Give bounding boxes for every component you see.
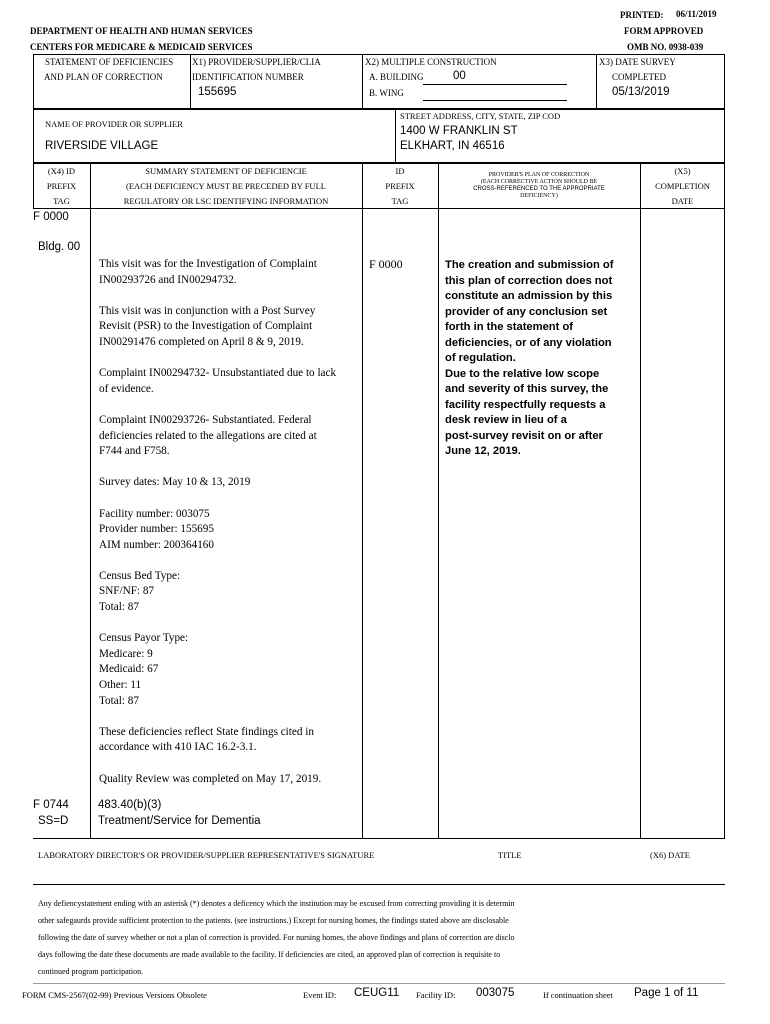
regulation-title: Treatment/Service for Dementia [98,815,261,827]
summary-header-2: (EACH DEFICIENCY MUST BE PRECEDED BY FULL [126,181,326,191]
statement-label: STATEMENT OF DEFICIENCIES [45,57,174,67]
x5-header-3: DATE [671,196,694,206]
plan-line: deficiencies, or of any violation [445,336,612,349]
x1-label: X1) PROVIDER/SUPPLIER/CLIA [192,57,321,67]
id-header-1: ID [395,166,405,176]
department-title: DEPARTMENT OF HEALTH AND HUMAN SERVICES [30,26,253,36]
plan-header-2: (EACH CORRECTIVE ACTION SHOULD BE [480,179,598,185]
facility-id-value: 003075 [476,987,515,999]
form-approved: FORM APPROVED [624,26,704,36]
plan-line: provider of any conclusion set [445,305,608,318]
id-header-2: PREFIX [385,181,415,191]
plan-line: of regulation. [445,352,516,364]
x5-header-1: (X5) [674,166,691,176]
disclaimer-line: Any defiencystatement ending with an asterisk (*) denotes a deficency which the institution may be excused from correcting providing it is determin [38,899,515,908]
omb-number: OMB NO. 0938-039 [627,42,704,52]
disclaimer-line: following the date of survey whether or not a plan of correction is provided. For nursing homes, the above findings and plans of correction are disclo [38,933,515,942]
title-label: TITLE [498,850,522,860]
wing-label: B. WING [369,88,404,98]
scope-severity: SS=D [38,815,69,827]
disclaimer-line: days following the date these documents are made available to the facility. If deficiencies are cited, an approved plan of correction is requisite to [38,950,501,959]
address-line2: ELKHART, IN 46516 [400,140,505,152]
plan-line: June 12, 2019. [445,445,521,457]
plan-line: facility respectfully requests a [445,398,606,411]
narrative-p4: Complaint IN00293726- Substantiated. Federal deficiencies related to the allegations are cited at F744 and F758. [99,413,317,458]
disclaimer [38,895,515,980]
x3-label-2: COMPLETED [612,72,666,82]
continuation-label: If continuation sheet [543,990,613,1000]
provider-id-value: 155695 [198,86,237,98]
x4-header-2: PREFIX [46,181,77,191]
building-tag: Bldg. 00 [38,241,81,253]
disclaimer-line: other safegaurds provide sufficient protection to the patients. (see instructions.) Except for nursing homes, the findings stated above are disclosable [38,916,509,925]
x4-header-1: (X4) ID [47,166,76,176]
x5-header-2: COMPLETION [655,181,710,191]
plan-line: post-survey revisit on or after [445,429,603,442]
plan-line: The creation and submission of [445,259,614,271]
regulation-number: 483.40(b)(3) [98,799,162,811]
provider-row-box [33,109,725,163]
disclaimer-line: continued program participation. [38,967,144,976]
narrative-p10: Quality Review was completed on May 17, 2019. [99,772,322,785]
summary-header-1: SUMMARY STATEMENT OF DEFICIENCIE [145,166,307,176]
provider-name-value: RIVERSIDE VILLAGE [45,140,159,152]
event-id-label: Event ID: [303,990,337,1000]
narrative-block [99,257,339,803]
centers-title: CENTERS FOR MEDICARE & MEDICAID SERVICES [30,42,253,52]
plan-line: Due to the relative low scope [445,367,600,380]
plan-header-3: CROSS-REFERENCED TO THE APPROPRIATE [473,186,605,192]
narrative-p6: Facility number: 003075 Provider number: 155695 AIM number: 200364160 [99,507,214,551]
x2-label: X2) MULTIPLE CONSTRUCTION [365,57,497,67]
narrative-p1: This visit was for the Investigation of Complaint IN00293726 and IN00294732. [99,258,317,286]
building-label: A. BUILDING [369,72,424,82]
survey-date-value: 05/13/2019 [612,86,670,98]
form-number: FORM CMS-2567(02-99) Previous Versions Obsolete [22,990,207,1000]
x3-label: X3) DATE SURVEY [599,57,676,67]
building-value: 00 [453,70,466,82]
right-tag-f0000: F 0000 [369,257,403,271]
page-number: Page 1 of 11 [634,987,699,999]
narrative-p8: Census Payor Type: Medicare: 9 Medicaid: 67 Other: 11 Total: 87 [99,632,189,707]
x4-header-3: TAG [53,196,70,206]
address-label: STREET ADDRESS, CITY, STATE, ZIP COD [400,111,561,121]
narrative-p3: Complaint IN00294732- Unsubstantiated due to lack of evidence. [99,367,337,395]
summary-header-3: REGULATORY OR LSC IDENTIFYING INFORMATION [123,196,329,206]
signature-label: LABORATORY DIRECTOR'S OR PROVIDER/SUPPLIER REPRESENTATIVE'S SIGNATURE [38,850,375,860]
narrative-p7: Census Bed Type: SNF/NF: 87 Total: 87 [99,569,181,614]
plan-line: and severity of this survey, the [445,383,609,395]
x6-date-label: (X6) DATE [650,850,690,860]
plan-header-4: DEFICIENCY) [520,193,558,199]
plan-of-correction [445,258,640,460]
tag-f0000: F 0000 [33,211,69,223]
address-line1: 1400 W FRANKLIN ST [400,125,518,137]
tag-f0744: F 0744 [33,799,69,811]
id-header-3: TAG [391,196,409,206]
provider-name-label: NAME OF PROVIDER OR SUPPLIER [45,119,183,129]
plan-header-1: PROVIDER'S PLAN OF CORRECTION [488,172,590,178]
narrative-p5: Survey dates: May 10 & 13, 2019 [99,476,251,489]
narrative-p9: These deficiencies reflect State findings cited in accordance with 410 IAC 16.2-3.1. [99,725,314,754]
plan-line: this plan of correction does not [445,274,613,287]
facility-id-label: Facility ID: [416,990,456,1000]
event-id-value: CEUG11 [354,987,400,999]
plan-line: desk review in lieu of a [445,414,567,426]
printed-date: 06/11/2019 [676,9,717,19]
plan-line: forth in the statement of [445,321,574,333]
narrative-p2: This visit was in conjunction with a Post Survey Revisit (PSR) to the Investigation of Complaint IN00291476 completed on April 8 & 9, 2019. [99,304,316,348]
x1-label-2: IDENTIFICATION NUMBER [192,72,304,82]
plan-label: AND PLAN OF CORRECTION [44,72,163,82]
printed-label: PRINTED: [620,10,664,20]
plan-line: constitute an admission by this [445,290,613,302]
